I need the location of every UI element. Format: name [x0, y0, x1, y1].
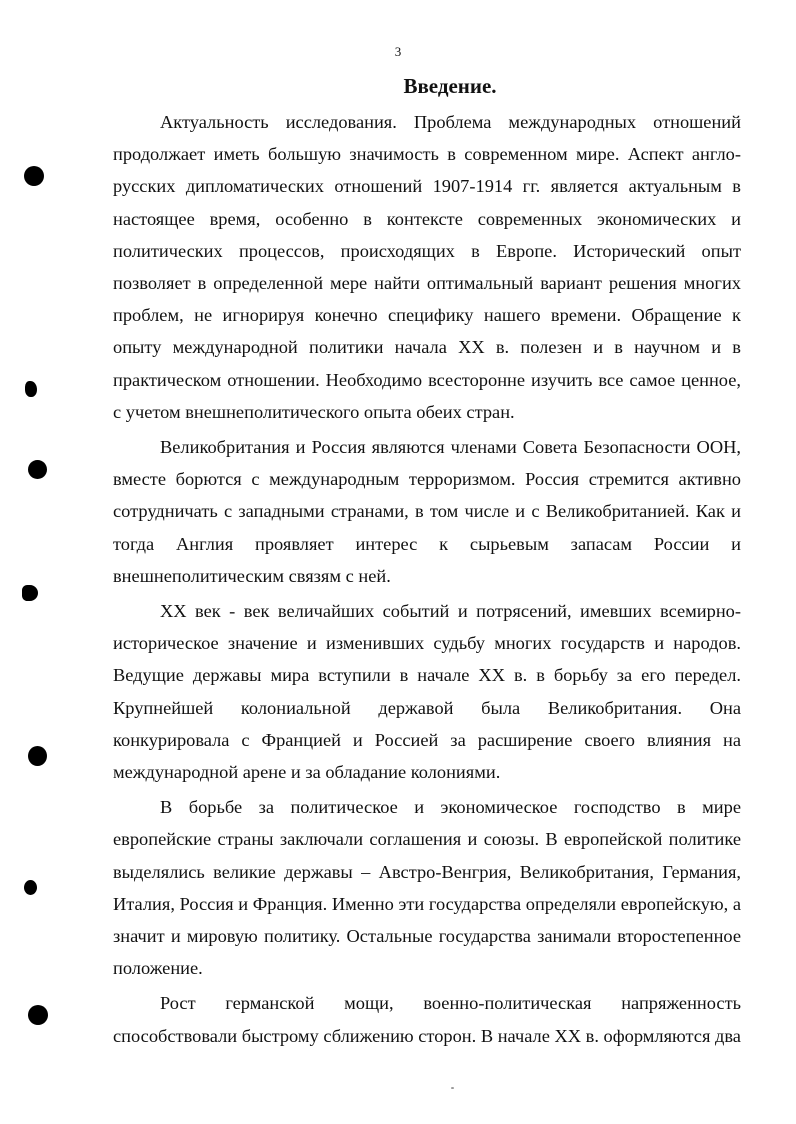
binding-hole	[25, 381, 37, 397]
paragraph-security-council: Великобритания и Россия являются членами Совета Безопасности ООН, вместе борются с международным терроризмом. Россия стремится активно сотрудничать с западными странами, в том числе и с Великобританией. Как и тогда Англия проявляет интерес к сырьевым запасам России и внешнеполитическим связям с ней.	[113, 437, 741, 586]
body-text	[113, 106, 741, 1055]
paragraph-german-power: Рост германской мощи, военно-политическая напряженность способствовали быстрому сближению сторон. В начале XX в. оформляются два	[113, 993, 741, 1046]
binding-hole	[22, 585, 38, 601]
binding-hole	[28, 460, 47, 479]
paragraph-twentieth-century: XX век - век величайших событий и потрясений, имевших всемирно-историческое значение и изменивших судьбу многих государств и народов. Ведущие державы мира вступили в начале XX в. в борьбу за его передел. Крупнейшей колониальной державой была Великобритания. Она конкурировала с Францией и Россией за расширение своего влияния на международной арене и за обладание колониями.	[113, 601, 741, 783]
page-title: Введение.	[403, 74, 497, 98]
binding-hole	[24, 880, 37, 895]
binding-hole	[28, 1005, 48, 1025]
paragraph-european-powers: В борьбе за политическое и экономическое господство в мире европейские страны заключали соглашения и союзы. В европейской политике выделялись великие державы – Австро-Венгрия, Великобритания, Германия, Италия, Россия и Франция. Именно эти государства определяли европейскую, а значит и мировую политику. Остальные государства занимали второстепенное положение.	[113, 797, 741, 979]
scan-speck	[451, 1087, 454, 1089]
binding-hole	[28, 746, 47, 766]
paragraph-relevance: Актуальность исследования. Проблема международных отношений продолжает иметь большую значимость в современном мире. Аспект англо-русских дипломатических отношений 1907-1914 гг. является актуальным в настоящее время, особенно в контексте современных экономических и политических процессов, происходящих в Европе. Исторический опыт позволяет в определенной мере найти оптимальный вариант решения многих проблем, не игнорируя конечно специфику нашего времени. Обращение к опыту международной политики начала XX в. полезен и в научном и в практическом отношении. Необходимо всесторонне изучить все самое ценное, с учетом внешнеполитического опыта обеих стран.	[113, 112, 741, 422]
binding-hole	[24, 166, 44, 186]
page-number: 3	[394, 44, 402, 59]
